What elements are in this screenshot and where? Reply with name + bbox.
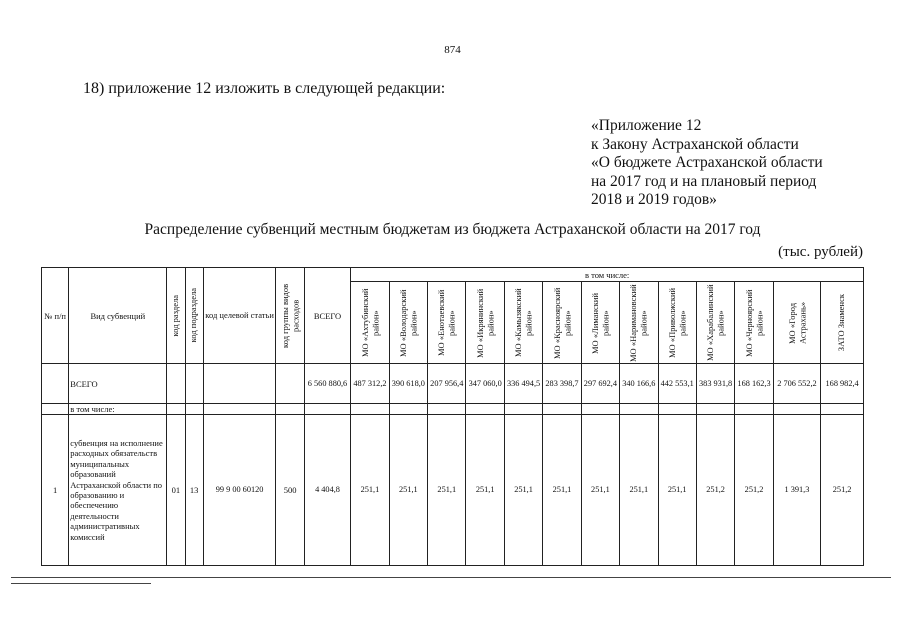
including-row bbox=[42, 404, 864, 415]
header-num: № п/п bbox=[42, 268, 69, 364]
header-municipality: МО «Икрянинский район» bbox=[466, 282, 504, 364]
appendix-line: «Приложение 12 bbox=[591, 117, 702, 134]
total-label: ВСЕГО bbox=[69, 364, 167, 404]
municipality-total: 383 931,8 bbox=[696, 364, 734, 404]
empty-cell bbox=[466, 404, 504, 415]
header-municipality: МО «Ахтубинский район» bbox=[351, 282, 389, 364]
subsidy-table bbox=[41, 267, 864, 566]
municipality-total: 168 982,4 bbox=[821, 364, 864, 404]
appendix-line: «О бюджете Астраханской области bbox=[591, 154, 823, 171]
row-total: 4 404,8 bbox=[304, 415, 350, 566]
municipality-total: 340 166,6 bbox=[620, 364, 658, 404]
empty-cell bbox=[428, 404, 466, 415]
row-expense-group: 500 bbox=[276, 415, 304, 566]
empty-cell bbox=[203, 404, 276, 415]
row-target: 99 9 00 60120 bbox=[203, 415, 276, 566]
row-value: 251,1 bbox=[504, 415, 542, 566]
row-kind: субвенция на исполнение расходных обязательств муниципальных образований Астраханской области по образованию и обеспечению деятельности административных комиссий bbox=[69, 415, 167, 566]
row-section: 01 bbox=[167, 415, 185, 566]
row-value: 1 391,3 bbox=[773, 415, 821, 566]
municipality-total: 283 398,7 bbox=[543, 364, 581, 404]
empty-cell bbox=[276, 364, 304, 404]
total-num-cell bbox=[42, 364, 69, 404]
row-value: 251,1 bbox=[543, 415, 581, 566]
footer-divider bbox=[11, 577, 891, 578]
units-label: (тыс. рублей) bbox=[778, 244, 863, 260]
header-municipality: МО «Харабалинский район» bbox=[696, 282, 734, 364]
empty-cell bbox=[658, 404, 696, 415]
empty-cell bbox=[620, 404, 658, 415]
header-municipality: МО «Лиманский район» bbox=[581, 282, 619, 364]
header-municipality: МО «Город Астрахань» bbox=[773, 282, 821, 364]
total-row bbox=[42, 364, 864, 404]
empty-cell bbox=[185, 364, 203, 404]
document-title: Распределение субвенций местным бюджетам из бюджета Астраханской области на 2017 год bbox=[144, 221, 761, 238]
header-municipality: МО «Камызякский район» bbox=[504, 282, 542, 364]
appendix-line: на 2017 год и на плановый период bbox=[591, 172, 817, 190]
empty-cell bbox=[167, 404, 185, 415]
total-value: 6 560 880,6 bbox=[304, 364, 350, 404]
header-municipality: МО «Володарский район» bbox=[389, 282, 427, 364]
empty-cell bbox=[773, 404, 821, 415]
empty-cell bbox=[696, 404, 734, 415]
municipality-total: 336 494,5 bbox=[504, 364, 542, 404]
header-section: код раздела bbox=[167, 268, 185, 364]
empty-cell bbox=[351, 404, 389, 415]
header-municipality: МО «Черноярский район» bbox=[735, 282, 773, 364]
empty-cell bbox=[581, 404, 619, 415]
header-target: код целевой статьи bbox=[203, 268, 276, 364]
header-municipality: МО «Приволжский район» bbox=[658, 282, 696, 364]
page-number: 874 bbox=[444, 44, 461, 56]
appendix-reference bbox=[591, 117, 823, 210]
empty-cell bbox=[304, 404, 350, 415]
row-subsection: 13 bbox=[185, 415, 203, 566]
municipality-total: 297 692,4 bbox=[581, 364, 619, 404]
empty-cell bbox=[42, 404, 69, 415]
empty-cell bbox=[504, 404, 542, 415]
municipality-total: 442 553,1 bbox=[658, 364, 696, 404]
row-value: 251,2 bbox=[735, 415, 773, 566]
header-municipality: МО «Красноярский район» bbox=[543, 282, 581, 364]
row-value: 251,2 bbox=[821, 415, 864, 566]
header-including: в том числе: bbox=[351, 268, 864, 282]
row-value: 251,1 bbox=[581, 415, 619, 566]
appendix-line: к Закону Астраханской области bbox=[591, 135, 799, 153]
row-value: 251,1 bbox=[389, 415, 427, 566]
header-municipality: МО «Наримановский район» bbox=[620, 282, 658, 364]
empty-cell bbox=[389, 404, 427, 415]
row-value: 251,1 bbox=[428, 415, 466, 566]
intro-text: 18) приложение 12 изложить в следующей редакции: bbox=[83, 80, 446, 97]
header-total: ВСЕГО bbox=[304, 268, 350, 364]
table-row bbox=[42, 415, 864, 566]
empty-cell bbox=[543, 404, 581, 415]
including-label: в том числе: bbox=[69, 404, 167, 415]
header-subsection: код подраздела bbox=[185, 268, 203, 364]
municipality-total: 487 312,2 bbox=[351, 364, 389, 404]
header-municipality: ЗАТО Знаменск bbox=[821, 282, 864, 364]
municipality-total: 347 060,0 bbox=[466, 364, 504, 404]
header-expense-group: код группы видов расходов bbox=[276, 268, 304, 364]
row-value: 251,1 bbox=[351, 415, 389, 566]
row-num: 1 bbox=[42, 415, 69, 566]
municipality-total: 2 706 552,2 bbox=[773, 364, 821, 404]
empty-cell bbox=[167, 364, 185, 404]
footnote-divider bbox=[11, 583, 151, 584]
row-value: 251,1 bbox=[620, 415, 658, 566]
header-kind: Вид субвенций bbox=[69, 268, 167, 364]
empty-cell bbox=[276, 404, 304, 415]
row-value: 251,2 bbox=[696, 415, 734, 566]
municipality-total: 207 956,4 bbox=[428, 364, 466, 404]
row-value: 251,1 bbox=[466, 415, 504, 566]
municipality-total: 390 618,0 bbox=[389, 364, 427, 404]
empty-cell bbox=[185, 404, 203, 415]
municipality-total: 168 162,3 bbox=[735, 364, 773, 404]
header-row bbox=[42, 268, 864, 282]
appendix-line: 2018 и 2019 годов» bbox=[591, 191, 717, 208]
empty-cell bbox=[735, 404, 773, 415]
empty-cell bbox=[821, 404, 864, 415]
row-value: 251,1 bbox=[658, 415, 696, 566]
header-municipality: МО «Енотаевский район» bbox=[428, 282, 466, 364]
empty-cell bbox=[203, 364, 276, 404]
